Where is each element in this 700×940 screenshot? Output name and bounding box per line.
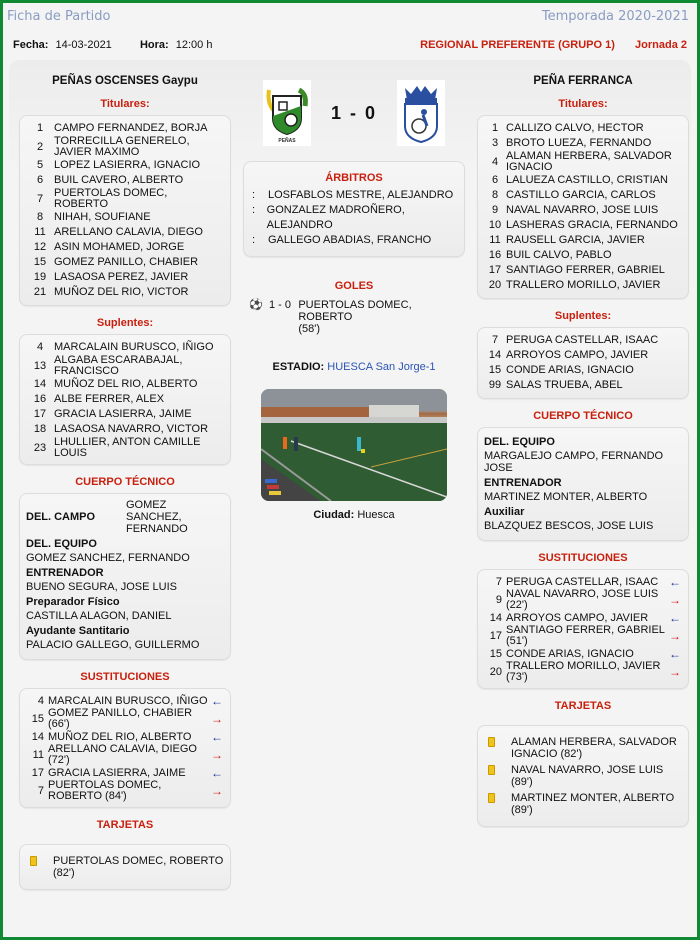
player-row[interactable] [484,333,682,348]
sub-player-name: MUÑOZ DEL RIO, ALBERTO [48,730,192,743]
home-cards-list [19,844,231,890]
player-name[interactable]: SALAS TRUEBA, ABEL [506,379,623,391]
stadium-info [243,361,465,373]
staff-role: ENTRENADOR [484,477,562,489]
player-name[interactable]: TORRECILLA GENERELO, JAVIER MAXIMO [54,135,190,158]
staff-role: DEL. EQUIPO [26,538,97,550]
home-team-logo [263,80,311,146]
date-label: Fecha: [13,39,49,51]
sub-number: 11 [32,748,44,761]
card-row [484,734,682,762]
sub-number: 15 [489,647,502,660]
player-name[interactable]: LOPEZ LASIERRA, IGNACIO [54,159,201,171]
sub-player-name: CONDE ARIAS, IGNACIO [506,647,634,660]
away-substitutions-title: SUSTITUCIONES [538,552,628,564]
player-row[interactable] [26,285,224,300]
player-name[interactable]: ASIN MOHAMED, JORGE [54,241,185,253]
competition-name: REGIONAL PREFERENTE (GRUPO 1) [420,39,615,51]
player-name[interactable]: ALAMAN HERBERA, SALVADOR IGNACIO [506,150,672,173]
player-row[interactable] [484,263,682,278]
staff-person: MARGALEJO CAMPO, FERNANDO JOSE [484,450,664,474]
player-row[interactable] [26,158,224,173]
player-row[interactable] [26,121,224,136]
player-number: 16 [33,393,47,405]
svg-text:PEÑAS: PEÑAS [278,138,296,144]
arrow-left-icon: ← [211,693,223,708]
substitution-row [26,708,224,730]
staff-role: Ayudante Santitario [26,625,130,637]
player-number: 15 [33,256,47,268]
page-title: Ficha de Partido [7,9,111,24]
player-name[interactable]: MUÑOZ DEL RIO, ALBERTO [54,378,198,390]
away-team-logo [397,80,445,146]
player-number: 5 [36,159,44,171]
sub-player-name: PERUGA CASTELLAR, ISAAC [506,575,659,588]
card-player-name: ALAMAN HERBERA, SALVADOR IGNACIO (82') [511,736,677,760]
player-name[interactable]: LALUEZA CASTILLO, CRISTIAN [506,174,668,186]
player-name[interactable]: NAVAL NAVARRO, JOSE LUIS [506,204,659,216]
city-label: Ciudad: [313,509,355,521]
away-bench-list [477,327,689,399]
arrow-left-icon: ← [211,729,223,744]
player-name[interactable]: BUIL CAVERO, ALBERTO [54,174,184,186]
sub-number: 14 [489,611,502,624]
yellow-card-icon [30,856,37,866]
staff-role: DEL. EQUIPO [484,436,555,448]
player-row[interactable] [484,248,682,263]
player-name[interactable]: LASAOSA PEREZ, JAVIER [54,271,189,283]
substitution-row [26,780,224,802]
goal-scorer-name: PUERTOLAS DOMEC, ROBERTO [298,299,412,323]
player-name[interactable]: ALBE FERRER, ALEX [54,393,165,405]
substitution-row [26,766,224,780]
player-name[interactable]: GOMEZ PANILLO, CHABIER [54,256,199,268]
sub-player-name: MARCALAIN BURUSCO, IÑIGO [48,694,208,707]
player-number: 1 [36,122,44,134]
away-staff-list [477,427,689,541]
player-row[interactable] [26,422,224,437]
arrow-left-icon: ← [669,646,681,661]
scoreboard [243,73,465,153]
player-row[interactable] [484,233,682,248]
staff-person: BUENO SEGURA, JOSE LUIS [26,581,177,593]
arrow-left-icon: ← [211,765,223,780]
player-number: 20 [488,279,502,291]
arrow-right-icon: → [211,783,223,798]
home-subs-title: Suplentes: [96,317,154,329]
player-row[interactable] [484,278,682,293]
substitution-row [26,730,224,744]
player-row[interactable] [484,378,682,393]
player-name[interactable]: MARCALAIN BURUSCO, IÑIGO [54,341,214,353]
player-row[interactable] [26,437,224,459]
staff-person: PALACIO GALLEGO, GUILLERMO [26,639,200,651]
staff-person: GOMEZ SANCHEZ, FERNANDO [26,552,190,564]
goals-title: GOLES [334,280,374,292]
player-row[interactable] [26,173,224,188]
player-name[interactable]: MUÑOZ DEL RIO, VICTOR [54,286,189,298]
stadium-label: ESTADIO: [272,361,325,373]
player-number: 19 [33,271,47,283]
staff-person: CASTILLA ALAGON, DANIEL [26,610,172,622]
player-number: 8 [491,189,499,201]
staff-role: Auxiliar [484,506,525,518]
stadium-photo [261,389,447,501]
home-crest-icon [263,80,311,146]
match-center-column [243,73,465,521]
player-number: 7 [491,334,499,346]
goal-minute: (58') [298,323,321,335]
player-row[interactable] [26,377,224,392]
player-name[interactable]: CASTILLO GARCIA, CARLOS [506,189,656,201]
away-substitutions-list [477,569,689,689]
season-label: Temporada 2020-2021 [541,9,689,24]
sub-player-name: NAVAL NAVARRO, JOSE LUIS (22') [506,588,659,611]
staff-person: BLAZQUEZ BESCOS, JOSE LUIS [484,520,654,532]
away-starters-title: Titulares: [558,98,608,110]
player-name[interactable]: BROTO LUEZA, FERNANDO [506,137,652,149]
referee-row [252,188,456,203]
player-row[interactable] [26,392,224,407]
sub-number: 17 [489,629,502,642]
home-staff-list [19,493,231,660]
player-number: 12 [33,241,47,253]
away-crest-icon [397,80,445,146]
player-name[interactable]: CAMPO FERNANDEZ, BORJA [54,122,208,134]
card-row [484,790,682,818]
away-team-column [477,73,689,827]
sub-number: 4 [37,694,44,707]
player-name[interactable]: ALGABA ESCARABAJAL, FRANCISCO [54,354,183,377]
player-row[interactable] [484,348,682,363]
sub-player-name: ARELLANO CALAVIA, DIEGO (72') [48,743,197,766]
match-score: 1 - 0 [330,102,378,123]
city-info [243,509,465,521]
referee-name: GALLEGO ABADIAS, FRANCHO [268,234,432,246]
away-subs-title: Suplentes: [554,310,612,322]
player-number: 99 [488,379,502,391]
competition-info [420,39,687,51]
staff-person: MARTINEZ MONTER, ALBERTO [484,491,648,503]
player-number: 14 [33,378,47,390]
sub-number: 20 [489,665,502,678]
referee-name: GONZALEZ MADROÑERO, ALEJANDRO [266,204,405,231]
time-label: Hora: [139,39,169,51]
player-number: 4 [36,341,44,353]
staff-role: Preparador Físico [26,596,120,608]
arrow-right-icon: → [669,664,681,679]
goal-scorer [298,299,465,335]
home-starters-title: Titulares: [100,98,150,110]
substitution-row [26,694,224,708]
match-datetime [13,39,212,51]
player-name[interactable]: TRALLERO MORILLO, JAVIER [506,279,661,291]
referee-row [252,203,456,233]
player-name[interactable]: LASHERAS GRACIA, FERNANDO [506,219,678,231]
player-name[interactable]: CONDE ARIAS, IGNACIO [506,364,634,376]
arrow-right-icon: → [669,628,681,643]
round-label: Jornada 2 [635,39,687,51]
home-substitutions-title: SUSTITUCIONES [80,671,170,683]
arrow-left-icon: ← [669,574,681,589]
card-row [26,853,224,881]
referees-card [243,161,465,257]
player-name[interactable]: LHULLIER, ANTON CAMILLE LOUIS [54,436,201,459]
player-number: 18 [33,423,47,435]
referees-title: ÁRBITROS [325,172,383,184]
staff-role: ENTRENADOR [26,567,104,579]
player-name[interactable]: LASAOSA NAVARRO, VICTOR [54,423,209,435]
referee-prefix: : [252,189,256,201]
player-number: 16 [488,249,502,261]
home-team-name: PEÑAS OSCENSES Gaypu [52,75,198,87]
player-number: 15 [488,364,502,376]
player-row[interactable] [26,188,224,210]
away-cards-list [477,725,689,827]
player-row[interactable] [484,363,682,378]
player-number: 4 [491,155,499,168]
player-row[interactable] [26,407,224,422]
player-name[interactable]: GRACIA LASIERRA, JAIME [54,408,192,420]
arrow-right-icon: → [211,747,223,762]
away-team-name: PEÑA FERRANCA [533,75,633,87]
sub-number: 9 [495,593,502,606]
sub-player-name: GRACIA LASIERRA, JAIME [48,766,186,779]
referee-prefix: : [252,204,256,216]
player-row[interactable] [26,240,224,255]
sub-number: 7 [495,575,502,588]
substitution-row [484,661,682,683]
sub-player-name: SANTIAGO FERRER, GABRIEL (51') [506,624,665,647]
player-number: 11 [34,226,46,238]
player-name[interactable]: ARROYOS CAMPO, JAVIER [506,349,649,361]
arrow-right-icon: → [669,592,681,607]
staff-person: GOMEZ SANCHEZ, FERNANDO [126,499,188,535]
player-name[interactable]: BUIL CALVO, PABLO [506,249,612,261]
home-starters-list [19,115,231,306]
player-number: 8 [36,211,44,223]
player-number: 17 [33,408,47,420]
player-name[interactable]: CALLIZO CALVO, HECTOR [506,122,644,134]
substitution-row [484,625,682,647]
player-number: 11 [489,234,501,246]
goal-row [249,299,465,335]
player-number: 6 [491,174,499,186]
player-row[interactable] [484,151,682,173]
substitution-row [484,647,682,661]
stadium-photo-image [261,389,447,501]
referee-name: LOSFABLOS MESTRE, ALEJANDRO [268,189,454,201]
sub-player-name: PUERTOLAS DOMEC, ROBERTO (84') [48,779,162,802]
player-row[interactable] [484,121,682,136]
referee-row [252,233,456,248]
referee-prefix: : [252,234,256,246]
arrow-right-icon: → [211,711,223,726]
home-bench-list [19,334,231,465]
player-number: 14 [488,349,502,361]
player-name[interactable]: PERUGA CASTELLAR, ISAAC [506,334,659,346]
player-row[interactable] [26,210,224,225]
card-player-name: NAVAL NAVARRO, JOSE LUIS (89') [511,764,664,788]
sub-number: 15 [31,712,44,725]
player-row[interactable] [484,173,682,188]
soccer-ball-icon: ⚽ [249,299,263,311]
player-number: 7 [36,192,44,205]
home-team-column [19,73,231,890]
player-row[interactable] [26,340,224,355]
player-number: 3 [491,137,499,149]
substitution-row [26,744,224,766]
home-staff-title: CUERPO TÉCNICO [75,476,175,488]
player-number: 1 [491,122,499,134]
player-number: 21 [33,286,47,298]
away-cards-title: TARJETAS [554,700,612,712]
yellow-card-icon [488,737,495,747]
card-player-name: MARTINEZ MONTER, ALBERTO (89') [511,792,675,816]
player-name[interactable]: PUERTOLAS DOMEC, ROBERTO [54,187,168,210]
substitution-row [484,589,682,611]
arrow-left-icon: ← [669,610,681,625]
staff-role: DEL. CAMPO [26,511,96,523]
away-starters-list [477,115,689,299]
city-name: Huesca [357,509,395,521]
player-name[interactable]: RAUSELL GARCIA, JAVIER [506,234,645,246]
home-cards-title: TARJETAS [96,819,154,831]
sub-player-name: TRALLERO MORILLO, JAVIER (73') [506,660,661,683]
player-row[interactable] [484,136,682,151]
player-row[interactable] [484,188,682,203]
sub-player-name: ARROYOS CAMPO, JAVIER [506,611,649,624]
player-row[interactable] [26,270,224,285]
match-date: 14-03-2021 [55,39,112,51]
substitution-row [484,575,682,589]
stadium-link[interactable]: HUESCA San Jorge-1 [327,361,436,373]
player-row[interactable] [484,203,682,218]
player-number: 2 [36,140,44,153]
yellow-card-icon [488,765,495,775]
away-staff-title: CUERPO TÉCNICO [533,410,633,422]
match-time: 12:00 h [175,39,213,51]
staff-row [26,499,224,535]
player-number: 17 [488,264,502,276]
sub-player-name: GOMEZ PANILLO, CHABIER (66') [48,707,193,730]
player-number: 23 [33,441,47,454]
player-row[interactable] [26,355,224,377]
player-name[interactable]: NIHAH, SOUFIANE [54,211,151,223]
player-row[interactable] [26,136,224,158]
player-row[interactable] [26,255,224,270]
card-row [484,762,682,790]
substitution-row [484,611,682,625]
sub-number: 14 [31,730,44,743]
goal-score: 1 - 0 [269,299,292,311]
player-row[interactable] [26,225,224,240]
goals-list [243,299,465,335]
player-number: 6 [36,174,44,186]
player-name[interactable]: ARELLANO CALAVIA, DIEGO [54,226,203,238]
referees-list [252,188,456,248]
player-name[interactable]: SANTIAGO FERRER, GABRIEL [506,264,665,276]
player-number: 10 [488,219,502,231]
sub-number: 17 [31,766,44,779]
player-number: 9 [491,204,499,216]
card-player-name: PUERTOLAS DOMEC, ROBERTO (82') [53,855,224,879]
home-substitutions-list [19,688,231,808]
player-row[interactable] [484,218,682,233]
player-number: 13 [33,359,47,372]
sub-number: 7 [37,784,44,797]
yellow-card-icon [488,793,495,803]
